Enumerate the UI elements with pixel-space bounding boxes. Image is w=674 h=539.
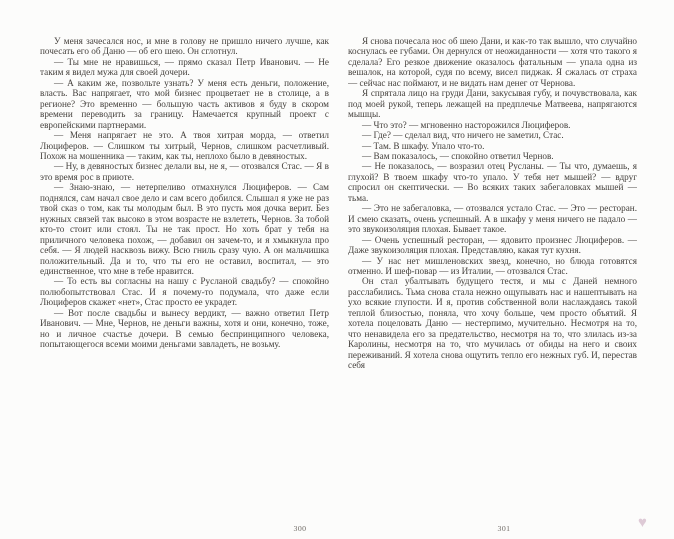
- page-right: [348, 36, 637, 520]
- paragraph: — У нас нет мишленовских звезд, конечно, но блюда готовятся отменно. И шеф-повар — из Италии, — отозвался Стас.: [348, 255, 637, 276]
- paragraph: — А каким же, позвольте узнать? У меня есть деньги, положение, власть. Вас напрягает, что мой бизнес процветает не в столице, а в регионе? Это временно — большую часть активов я буду в скором времени переводить за границу. Намечается крупный проект с европейскими партнерами.: [40, 77, 329, 130]
- paragraph: — Это не забегаловка, — отозвался устало Стас. — Это — ресторан. И смею сказать, очень успешный. А в шкафу у меня ничего не падало — это звукоизоляция плохая. Бывает такое.: [348, 203, 637, 235]
- paragraph: — То есть вы согласны на нашу с Русланой свадьбу? — спокойно полюбопытствовал Стас. И я почему-то подумала, что даже если Люциферов скажет «нет», Стас просто ее украдет.: [40, 276, 329, 308]
- paragraph: — Очень успешный ресторан, — ядовито произнес Люциферов. — Даже звукоизоляция плохая. Представляю, какая тут кухня.: [348, 234, 637, 256]
- page-left: [40, 36, 329, 520]
- paragraph: — Ты мне не нравишься, — прямо сказал Петр Иванович. — Не таким я видел мужа для своей дочери.: [40, 56, 329, 78]
- paragraph: Я спрятала лицо на груди Дани, закусывая губу, и почувствовала, как под моей рукой, теперь лежащей на предплечье Матвеева, напрягаются мышцы.: [348, 88, 637, 120]
- favorite-heart-icon[interactable]: ♥: [638, 515, 647, 531]
- paragraph: — Меня напрягает не это. А твоя хитрая морда, — ответил Люциферов. — Слишком ты хитрый, Чернов, слишком расчетливый. Похож на мошенника — таким, как ты, неплохо было в девяностых.: [40, 130, 329, 161]
- paragraph: — Там. В шкафу. Упало что-то.: [362, 140, 485, 151]
- page-number-left: 300: [293, 524, 307, 533]
- paragraph: — Ну, в девяностых бизнес делали вы, не я, — отозвался Стас. — Я в это время рос в приюте.: [40, 161, 329, 182]
- paragraph: — Где? — сделал вид, что ничего не заметил, Стас.: [362, 130, 564, 141]
- paragraph: Я снова почесала нос об шею Дани, и как-то так вышло, что случайно коснулась ее губами. Он дернулся от неожиданности — хотя что такого я сделала? Его резкое движение оказалось фатальным — упала одна из вешалок, на которой, судя по всему, висел пиджак. Я сжалась от страха — сейчас нас поймают, и не видать нам денег от Чернова.: [348, 36, 637, 88]
- paragraph: У меня зачесался нос, и мне в голову не пришло ничего лучше, как почесать его об Даню — об его шею. Он сглотнул.: [40, 36, 329, 57]
- paragraph: — Не показалось, — возразил отец Русланы. — Ты что, думаешь, я глухой? В твоем шкафу что-то упало. У тебя нет мышей? — вдруг спросил он скептически. — Во всяких таких забегаловках мышей — тьма.: [348, 161, 637, 203]
- paragraph: Он стал убалтывать будущего тестя, и мы с Даней немного расслабились. Тьма снова стала нежно ощупывать нас и нашептывать на ухо всякие глупости. И я, против собственной воли наслаждаясь такой теплой близостью, поняла, что хочу больше, чем просто объятий. Я хотела поцеловать Даню — нестерпимо, мучительно. Несмотря на то, что ненавидела его за предательство, несмотря на то, что злилась из-за Каролины, несмотря на то, что мучилась от обиды на него и своих переживаний. Я хотела снова ощутить тепло его нежных губ. И, перестав себя: [348, 276, 637, 371]
- paragraph: — Что это? — мгновенно насторожился Люциферов.: [362, 119, 571, 130]
- paragraph: — Вот после свадьбы и вынесу вердикт, — важно ответил Петр Иванович. — Мне, Чернов, не деньги важны, хотя и они, конечно, тоже, но и личное счастье дочери. В семью беспринципного человека, попытающегося всеми моими деньгами завладеть, не возьму.: [40, 307, 329, 350]
- paragraph: — Вам показалось, — спокойно ответил Чернов.: [362, 150, 554, 161]
- paragraph: — Знаю-знаю, — нетерпеливо отмахнулся Люциферов. — Сам поднялся, сам начал свое дело и сам всего добился. Слышал я уже не раз твой сказ о том, как ты молодым был. В это пусть моя дочка верит. Без нужных связей так высоко в этом возрасте не взлететь, Чернов. За тобой кто-то стоит или стоял. Ты не так прост. Но хоть брат у тебя на приличного человека похож, — добавил он зачем-то, и я хмыкнула про себя. — Я людей насквозь вижу. Всю гниль сразу чую. А он мальчишка положительный. Да и то, что ты его не оставил, воспитал, — это единственное, что мне в тебе нравится.: [40, 182, 329, 276]
- page-number-right: 301: [497, 524, 511, 533]
